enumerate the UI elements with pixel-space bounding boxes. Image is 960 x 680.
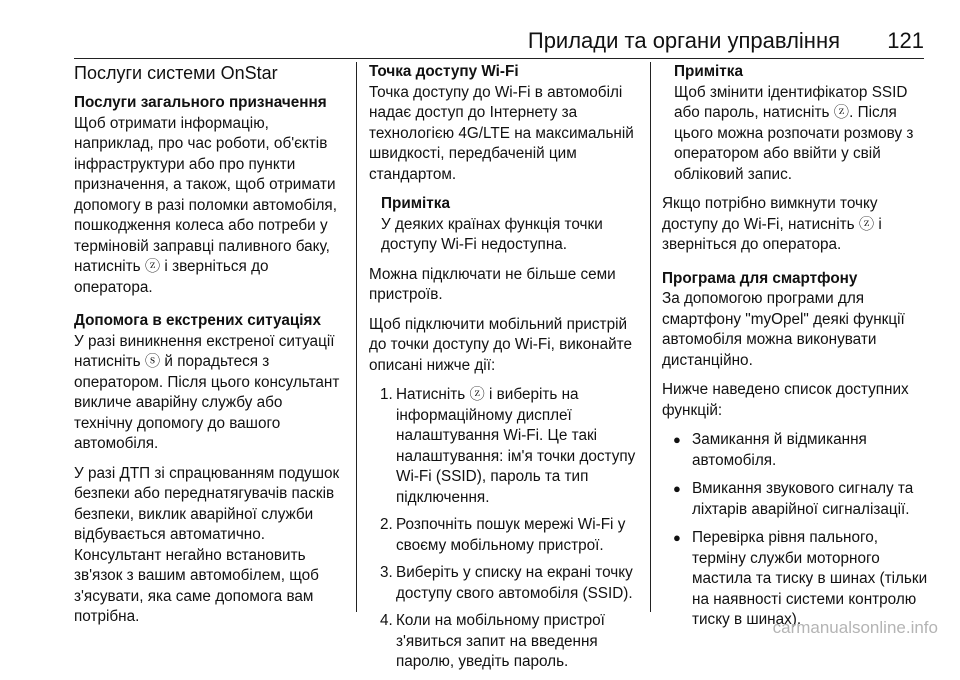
paragraph: За допомогою програми для смартфону "myOpel" деякі функції автомобіля можна виконувати дистанційно. (662, 290, 905, 369)
paragraph: Щоб підключити мобільний пристрій до точки доступу до Wi-Fi, виконайте описані нижче дії: (369, 315, 632, 374)
paragraph: У разі виникнення екстреної ситуації натисніть ⓢ й порадьтеся з оператором. Після цього консультант викличе аварійну службу або технічну допомогу до вашого автомобіля. (74, 332, 340, 452)
paragraph: Точка доступу до Wi-Fi в автомобілі надає доступ до Інтернету за технологією 4G/LTE на максимальній швидкості, передбаченій цим стандартом. (369, 83, 634, 183)
step-number: 2. (380, 516, 393, 533)
column-left (74, 62, 344, 637)
list-item (662, 528, 930, 631)
step-text: Виберіть у списку на екрані точку доступу свого автомобіля (SSID). (396, 564, 633, 602)
list-item (369, 515, 637, 556)
bullet-text: Замикання й відмикання автомобіля. (692, 431, 867, 469)
note-title: Примітка (381, 195, 450, 212)
column-right (662, 62, 930, 639)
note-box (662, 62, 930, 185)
bullet-text: Вмикання звукового сигналу та ліхтарів аварійної сигналізації. (692, 480, 914, 518)
subheading: Допомога в екстрених ситуаціях (74, 312, 321, 329)
paragraph: Якщо потрібно вимкнути точку доступу до Wi-Fi, натисніть ⓩ і зверніться до оператора. (662, 195, 882, 253)
paragraph: Щоб отримати інформацію, наприклад, про час роботи, об'єктів інфраструктури або про пункти призначення, а також, щоб отримати допомогу в разі поломки автомобіля, пошкодження колеса або потреби у терміновій заправці паливного баку, натисніть ⓩ і зверніться до оператора. (74, 114, 337, 296)
bullet-icon: ● (673, 481, 681, 496)
section-title: Послуги системи OnStar (74, 63, 278, 83)
bullet-text: Перевірка рівня пального, терміну служби моторного мастила та тиску в шинах (тільки на наявності системи контролю тиску в шинах). (692, 529, 928, 628)
chapter-title: Прилади та органи управління (527, 28, 840, 53)
paragraph: Нижче наведено список доступних функцій: (662, 381, 909, 419)
paragraph: У разі ДТП зі спрацюванням подушок безпеки або переднатягувачів пасків безпеки, виклик аварійної служби відбувається автоматично. Консультант негайно встановить зв'язок з вашим автомобілем, щоб з'ясувати, яка саме допомога вам потрібна. (74, 464, 340, 625)
step-number: 1. (380, 386, 393, 403)
bullet-icon: ● (673, 432, 681, 447)
bullet-list (662, 430, 930, 631)
list-item (369, 385, 637, 508)
list-item (662, 479, 930, 520)
paragraph: Можна підключати не більше семи пристроїв. (369, 265, 616, 303)
header-rule (74, 58, 924, 59)
column-middle (369, 62, 637, 680)
column-divider-2 (650, 62, 651, 612)
subheading: Програма для смартфону (662, 269, 858, 287)
column-content (369, 62, 637, 673)
steps-list (369, 385, 637, 673)
watermark: carmanualsonline.info (772, 618, 938, 637)
step-text: Натисніть ⓩ і виберіть на інформаційному дисплеї налаштування Wi-Fi. Це такі налаштування: ім'я точки доступу Wi-Fi (SSID), пароль та тип підключення. (396, 386, 636, 506)
subheading: Послуги загального призначення (74, 94, 327, 111)
page-number: 121 (887, 28, 924, 53)
subheading: Точка доступу Wi-Fi (369, 63, 519, 80)
column-divider-1 (356, 62, 357, 612)
list-item (662, 430, 930, 471)
step-number: 3. (380, 564, 393, 581)
note-text: Щоб змінити ідентифікатор SSID або пароль, натисніть ⓩ. Після цього можна розпочати розмову з оператором або ввійти у свій обліковий запис. (674, 83, 914, 183)
column-content (662, 62, 930, 631)
step-text: Коли на мобільному пристрої з'явиться запит на введення паролю, уведіть пароль. (396, 612, 605, 670)
page-header (0, 0, 960, 58)
step-number: 4. (380, 612, 393, 629)
note-box (369, 194, 637, 256)
column-content (74, 93, 344, 628)
step-text: Розпочніть пошук мережі Wi-Fi у своєму мобільному пристрої. (396, 516, 626, 554)
list-item (369, 563, 637, 604)
note-text: У деяких країнах функція точки доступу Wi-Fi недоступна. (381, 215, 603, 253)
note-title: Примітка (674, 63, 743, 80)
bullet-icon: ● (673, 530, 681, 545)
